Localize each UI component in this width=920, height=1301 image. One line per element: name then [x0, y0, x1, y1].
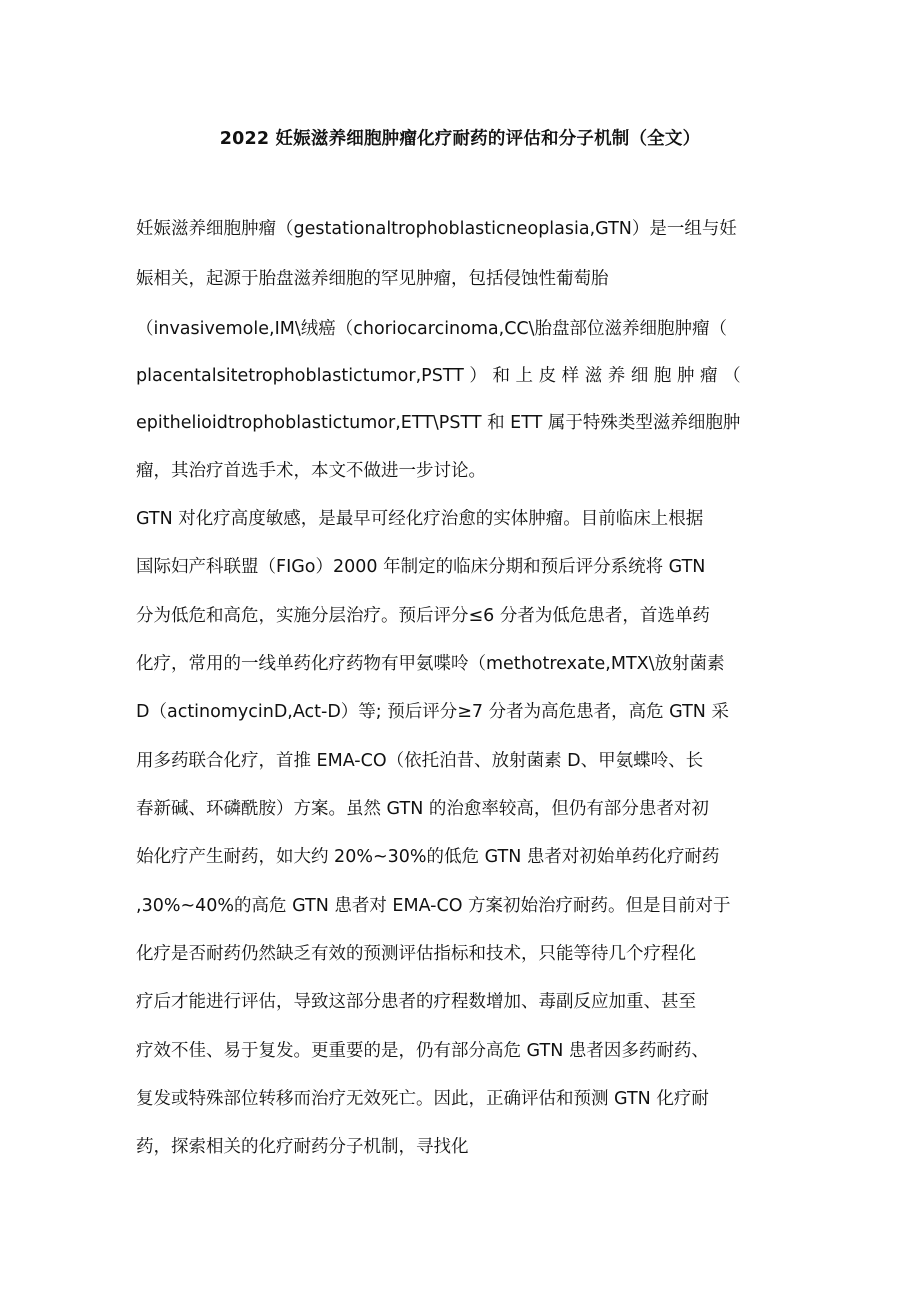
paragraph-2-line-8: 始化疗产生耐药，如大约 20%~30%的低危 GTN 患者对初始单药化疗耐药 — [136, 847, 720, 867]
paragraph-2-line-2: 国际妇产科联盟（FIGo）2000 年制定的临床分期和预后评分系统将 GTN — [136, 557, 706, 577]
paragraph-2-line-10: 化疗是否耐药仍然缺乏有效的预测评估指标和技术，只能等待几个疗程化 — [136, 944, 696, 964]
paragraph-2-line-4: 化疗，常用的一线单药化疗药物有甲氨喋呤（methotrexate,MTX\放射菌素 — [136, 654, 725, 674]
paragraph-1-line-2: 娠相关，起源于胎盘滋养细胞的罕见肿瘤，包括侵蚀性葡萄胎 — [136, 269, 609, 289]
paragraph-2-line-7: 春新碱、环磷酰胺）方案。虽然 GTN 的治愈率较高，但仍有部分患者对初 — [136, 799, 709, 819]
paragraph-2-line-12: 疗效不佳、易于复发。更重要的是，仍有部分高危 GTN 患者因多药耐药、 — [136, 1041, 709, 1061]
paragraph-2-line-5: D（actinomycinD,Act-D）等; 预后评分≥7 分者为高危患者，高危 GTN 采 — [136, 702, 729, 722]
paragraph-1-line-6: 瘤，其治疗首选手术，本文不做进一步讨论。 — [136, 461, 486, 481]
paragraph-1-line-3: （invasivemole,IM\绒癌（choriocarcinoma,CC\胎盘部位滋养细胞肿瘤（ — [136, 319, 728, 339]
paragraph-2-line-6: 用多药联合化疗，首推 EMA-CO（依托泊昔、放射菌素 D、甲氨蝶呤、长 — [136, 751, 704, 771]
paragraph-2-line-9: ,30%~40%的高危 GTN 患者对 EMA-CO 方案初始治疗耐药。但是目前对于 — [136, 896, 731, 916]
paragraph-1-line-4: placentalsitetrophoblastictumor,PSTT ） 和 上 皮 样 滋 养 细 胞 肿 瘤 （ — [136, 366, 741, 386]
document-title: 2022 妊娠滋养细胞肿瘤化疗耐药的评估和分子机制（全文） — [219, 129, 701, 149]
paragraph-2-line-13: 复发或特殊部位转移而治疗无效死亡。因此，正确评估和预测 GTN 化疗耐 — [136, 1089, 709, 1109]
paragraph-2-line-1: GTN 对化疗高度敏感，是最早可经化疗治愈的实体肿瘤。目前临床上根据 — [136, 509, 704, 529]
paragraph-1-line-1: 妊娠滋养细胞肿瘤（gestationaltrophoblasticneoplasia,GTN）是一组与妊 — [136, 219, 737, 239]
paragraph-2-line-11: 疗后才能进行评估，导致这部分患者的疗程数增加、毒副反应加重、甚至 — [136, 992, 696, 1012]
paragraph-2-line-3: 分为低危和高危，实施分层治疗。预后评分≤6 分者为低危患者，首选单药 — [136, 606, 710, 626]
paragraph-1-line-5: epithelioidtrophoblastictumor,ETT\PSTT 和 ETT 属于特殊类型滋养细胞肿 — [136, 413, 741, 433]
paragraph-2-line-14: 药，探索相关的化疗耐药分子机制，寻找化 — [136, 1137, 469, 1157]
